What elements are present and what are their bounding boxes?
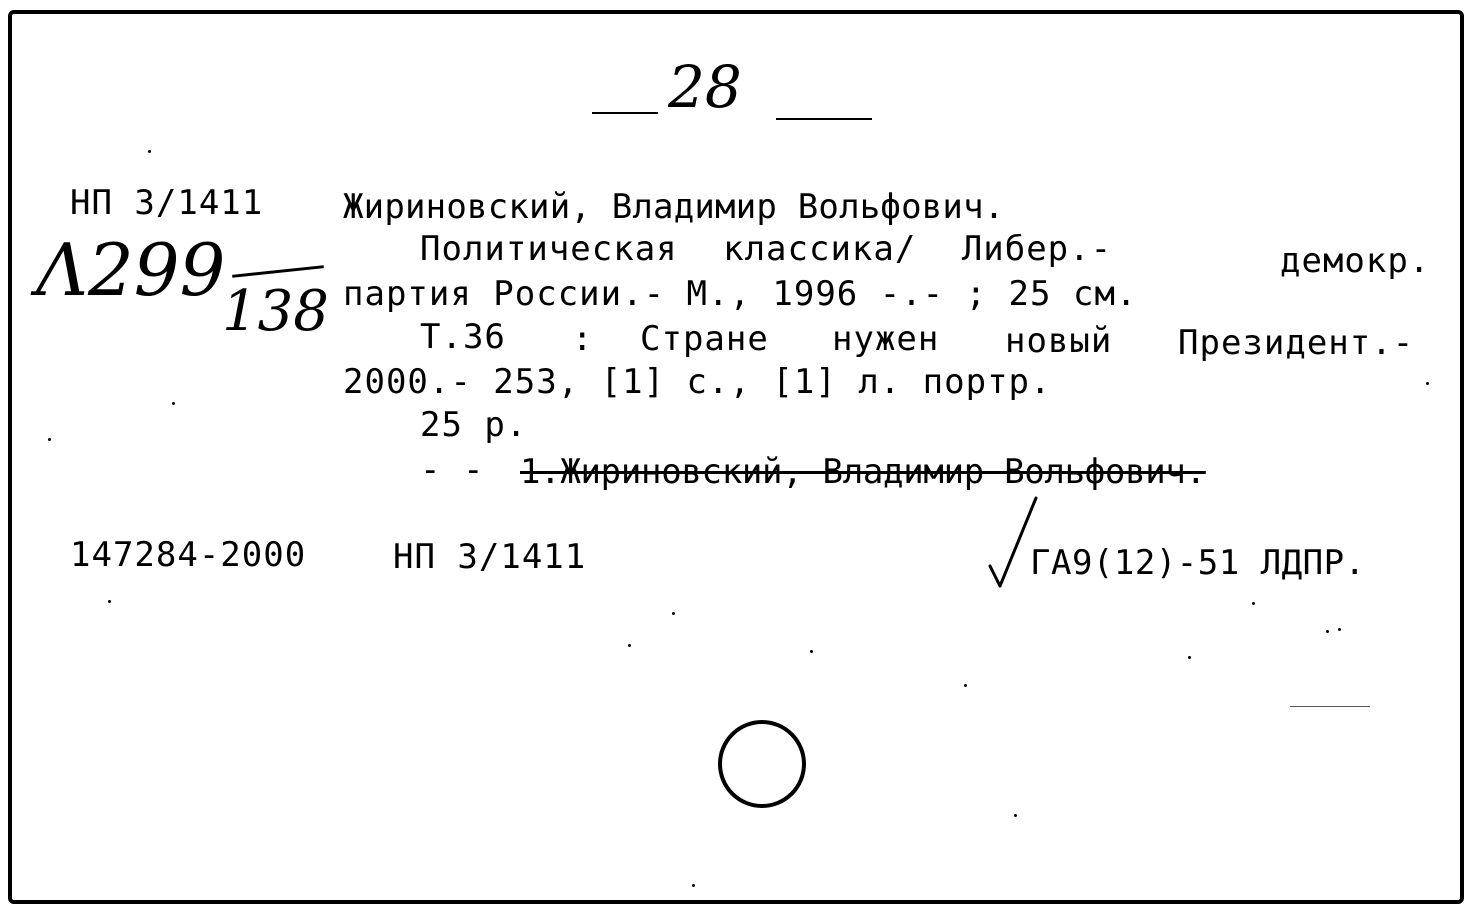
speck bbox=[964, 684, 967, 687]
volume-title-word-3: новый bbox=[1005, 321, 1113, 361]
accession-number: 147284-2000 bbox=[70, 535, 307, 575]
volume-imprint: 2000.- 253, [1] с., [1] л. портр. bbox=[343, 362, 1052, 402]
speck bbox=[148, 150, 151, 153]
punch-hole-icon bbox=[720, 722, 804, 806]
speck bbox=[692, 884, 695, 887]
price: 25 р. bbox=[420, 405, 528, 445]
title-line-1a: Политическая классика/ Либер.- bbox=[420, 229, 1113, 269]
handwritten-inventory-number: Λ299 bbox=[36, 228, 226, 312]
tracing-prefix: - - bbox=[420, 450, 485, 490]
page-number: 28 bbox=[668, 53, 742, 121]
speck bbox=[1338, 628, 1341, 631]
title-line-1b: демокр. bbox=[1280, 241, 1431, 281]
speck bbox=[810, 650, 813, 653]
call-number-bottom: НП 3/1411 bbox=[393, 537, 587, 577]
speck bbox=[108, 600, 111, 603]
speck bbox=[1426, 382, 1429, 385]
speck bbox=[1252, 602, 1255, 605]
speck bbox=[1014, 814, 1017, 817]
volume-number: Т.36 bbox=[420, 317, 506, 357]
volume-title-word-1: Стране bbox=[640, 319, 769, 359]
volume-colon: : bbox=[572, 319, 594, 359]
speck-line bbox=[1290, 706, 1370, 707]
author-heading: Жириновский, Владимир Вольфович. bbox=[343, 187, 1005, 227]
classification: ГА9(12)-51 ЛДПР. bbox=[1030, 543, 1366, 583]
speck bbox=[672, 612, 675, 615]
call-number: НП 3/1411 bbox=[70, 183, 264, 223]
speck bbox=[172, 402, 175, 405]
speck bbox=[1188, 656, 1191, 659]
speck bbox=[1326, 630, 1329, 633]
tracing-struck: 1.Жириновский, Владимир Вольфович. bbox=[520, 452, 1206, 492]
handwritten-fraction: 138 bbox=[222, 279, 329, 344]
speck bbox=[48, 438, 51, 441]
title-line-2: партия России.- М., 1996 -.- ; 25 см. bbox=[343, 274, 1138, 314]
check-mark-icon bbox=[990, 498, 1036, 586]
speck bbox=[628, 644, 631, 647]
volume-title-word-2: нужен bbox=[832, 319, 940, 359]
volume-title-word-4: Президент.- bbox=[1178, 323, 1415, 363]
